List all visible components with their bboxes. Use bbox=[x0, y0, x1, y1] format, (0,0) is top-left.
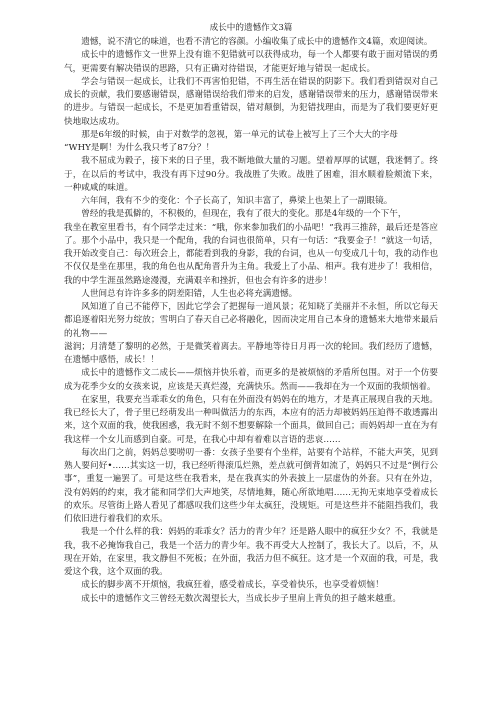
document-body bbox=[64, 36, 438, 606]
paragraph: 在家里，我要充当乖乖女的角色，只有在外面没有妈妈在的地方，才是真正展现自我的天地。我已经长大了，骨子里已经萌发出一种叫做活力的东西，本应有的活力却被妈妈压迫得不敢透露出来，这个双面的我，使我困惑，我无时不刻不想要解除一个面具，做回自己；而妈妈却一直在为有我这样一个女儿而感到自豪。可是，在我心中却有着难以言语的悲哀…… bbox=[64, 394, 438, 445]
paragraph: 成长的脚步离不开烦恼，我疯狂着，感受着成长，享受着快乐，也享受着烦恼！ bbox=[81, 580, 384, 591]
paragraph: “WHY是啊！为什么我只考了87分？！ bbox=[64, 143, 215, 153]
paragraph: 那是6年级的时候，由于对数学的忽视，第一单元的试卷上被写上了三个大大的字母 bbox=[81, 129, 398, 140]
paragraph: 遗憾，说不清它的味道，也看不清它的容颜。小编收集了成长中的遗憾作文4篇，欢迎阅读。 bbox=[81, 37, 433, 47]
paragraph: 我不屈成为毅子，接下来的日子里，我不断地做大量的习题。望着厚厚的试题，我迷惘了。终于，在以后的考试中，我没有再下过90分。我战胜了失败。战胜了困难，泪水顺着脸颊流下来，一种咸咸的味道。 bbox=[64, 156, 438, 193]
paragraph: 六年间，我有不少的变化：个子长高了，知识丰富了，鼻梁上也架上了一副眼镜。 bbox=[81, 196, 393, 206]
paragraph: 人世间总有许许多多的阴差阳错，人生也必将充满遗憾。 bbox=[81, 288, 298, 299]
paragraph: 滋润；月清楚了黎明的必然，于是微笑着离去。平静地等待日月再一次的轮回。我们经历了遗憾，在遗憾中感悟，成长！！ bbox=[64, 341, 438, 365]
paragraph: 曾经的我是孤僻的，不积极的，但现在，我有了很大的变化。那是4年级的一个下午， bbox=[81, 209, 407, 220]
paragraph: 学会与错误一起成长，让我们不再害怕犯错，不再生活在错误的阴影下。我们看到错误对自己成长的贡献，我们要感谢错误，感谢错误给我们带来的启发，感谢错误带来的压力，感谢错误带来的进步。与错误一起成长，不是更加看重错误，错对颠倒，为犯错找理由，而是为了我们要更好更快地取达成功。 bbox=[64, 76, 438, 127]
paragraph: 我坐在教室里看书，有个同学走过来：“哦，你来参加我们的小品吧！”我再三推辞，最后还是答应了。那个小品中，我只是一个配角，我的台词也很简单，只有一句话：“我要金子！”就这一句话，我开始改变自己：每次班会上，都能看到我的身影，我的台词，也从一句变成几十句，我的动作也不仅仅是坐在那里，我的角色也从配角晋升为主角。我爱上了小品、相声。我有进步了！我相信，我的中学生涯虽然路途漫漫，充满艰辛和挫折，但也会有许多的进步！ bbox=[64, 222, 438, 286]
paragraph: 我是一个什么样的我：妈妈的乖乖女？活力的青少年？还是路人眼中的疯狂少女？不，我就是我，我不必掩饰我自己，我是一个活力的青少年。我不再受大人控制了，我长大了。以后，不，从现在开始，在家里，我文静但不死板；在外面，我活力但不疯狂。这才是一个双面的我，可是，我爱这个我，这个双面的我。 bbox=[64, 527, 438, 577]
paragraph: 每次出门之前，妈妈总要唠叨一番：女孩子坐要有个坐样，站要有个站样，不能大声笑，见到熟人要问好•……其实这一切，我已经听得滚瓜烂熟，差点就可倒背如流了，妈妈只不过是“例行公事”，重复一遍罢了。可是这些在我看来，是在我真实的外表披上一层虚伪的外套。只有在外边，没有妈妈的约束，我才能和同学们大声地笑，尽情地舞，随心所欲地唱……无拘无束地享受着成长的欢乐。尽管街上路人看见了都感叹我们这些少年太疯狂，没规矩。可是这些并不能阻挡我们，我们依旧进行着我们的欢乐。 bbox=[64, 447, 438, 524]
document-title: 成长中的遗憾作文3篇 bbox=[209, 23, 293, 33]
paragraph: 成长中的遗憾作文三曾经无数次渴望长大，当成长步子里肩上背负的担子越来越重。 bbox=[81, 593, 402, 604]
paragraph: 风知道了自己不能停下，因此它学会了把握每一道风景；花知晓了美丽并不永恒，所以它每天都追逐着阳光努力绽放；雪明白了春天自己必将融化，因而决定用自己本身的遗憾来大地带来最后的礼物—— bbox=[64, 302, 438, 339]
paragraph: 成长中的遗憾作文二成长——烦恼并快乐着，而更多的是被烦恼的矛盾所包围。对于一个仿要成为花季少女的女孩来说，应该是天真烂漫，充满快乐。然而——我却在为一个双面的我烦恼着。 bbox=[64, 368, 438, 392]
paragraph: 成长中的遗憾作文一世界上没有谁不犯错就可以获得成功，每一个人都要有敢于面对错误的勇气，更需要有解决错误的思路，只有正确对待错误，才能更好地与错误一起成长。 bbox=[64, 50, 438, 74]
